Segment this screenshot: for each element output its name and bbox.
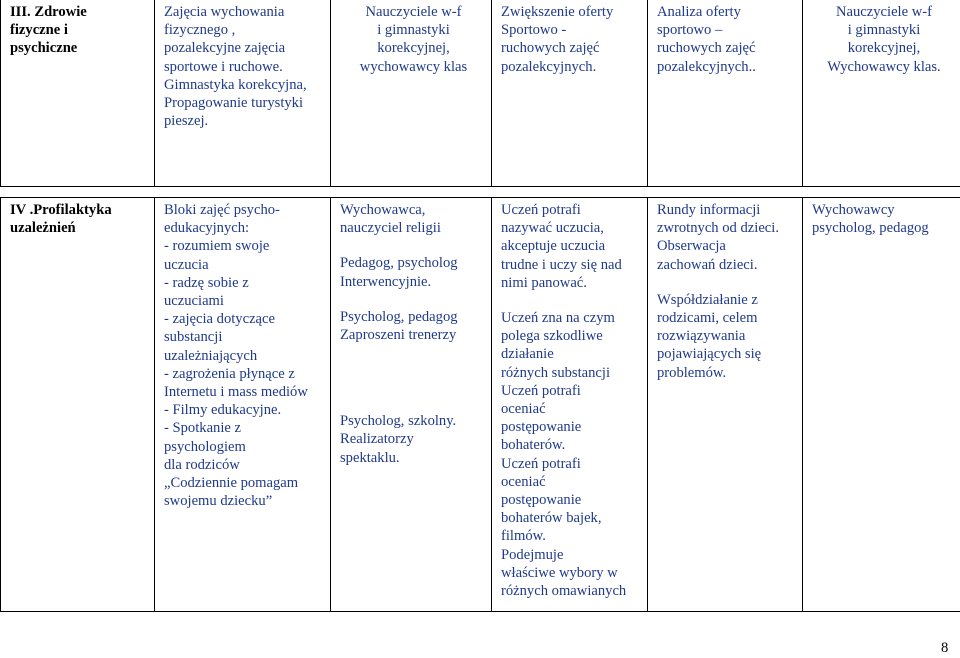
section-title-cell: III. Zdrowie fizyczne i psychiczne bbox=[1, 0, 155, 187]
table-row bbox=[1, 0, 960, 187]
section-4-table bbox=[0, 197, 960, 612]
section-3-table bbox=[0, 0, 960, 187]
outcomes-cell: Zwiększenie oferty Sportowo - ruchowych zajęć pozalekcyjnych. bbox=[492, 0, 648, 187]
executors-cell: Wychowawcy psycholog, pedagog bbox=[803, 198, 960, 612]
evaluation-cell: Analiza oferty sportowo – ruchowych zajęć pozalekcyjnych.. bbox=[648, 0, 803, 187]
responsible-cell: Nauczyciele w-f i gimnastyki korekcyjnej, wychowawcy klas bbox=[331, 0, 492, 187]
evaluation-cell: Rundy informacji zwrotnych od dzieci. Obserwacja zachowań dzieci. Współdziałanie z rodzicami, celem rozwiązywania pojawiających się problemów. bbox=[648, 198, 803, 612]
responsible-cell: Wychowawca, nauczyciel religii Pedagog, psycholog Interwencyjnie. Psycholog, pedagog Zaproszeni trenerzy Psycholog, szkolny. Realizatorzy spektaklu. bbox=[331, 198, 492, 612]
activities-cell: Bloki zajęć psycho- edukacyjnych: - rozumiem swoje uczucia - radzę sobie z uczuciami - zajęcia dotyczące substancji uzależniających - zagrożenia płynące z Internetu i mass mediów - Filmy edukacyjne. - Spotkanie z psychologiem dla rodziców „Codziennie pomagam swojemu dziecku” bbox=[155, 198, 331, 612]
activities-cell: Zajęcia wychowania fizycznego , pozalekcyjne zajęcia sportowe i ruchowe. Gimnastyka korekcyjna, Propagowanie turystyki pieszej. bbox=[155, 0, 331, 187]
page-number: 8 bbox=[941, 640, 949, 656]
section-title-cell: IV .Profilaktyka uzależnień bbox=[1, 198, 155, 612]
executors-cell: Nauczyciele w-f i gimnastyki korekcyjnej, Wychowawcy klas. bbox=[803, 0, 960, 187]
table-row bbox=[1, 198, 960, 612]
outcomes-cell: Uczeń potrafi nazywać uczucia, akceptuje uczucia trudne i uczy się nad nimi panować. Uczeń zna na czym polega szkodliwe działanie różnych substancji Uczeń potrafi oceniać postępowanie bohaterów. Uczeń potrafi oceniać postępowanie bohaterów bajek, filmów. Podejmuje właściwe wybory w różnych omawianych bbox=[492, 198, 648, 612]
